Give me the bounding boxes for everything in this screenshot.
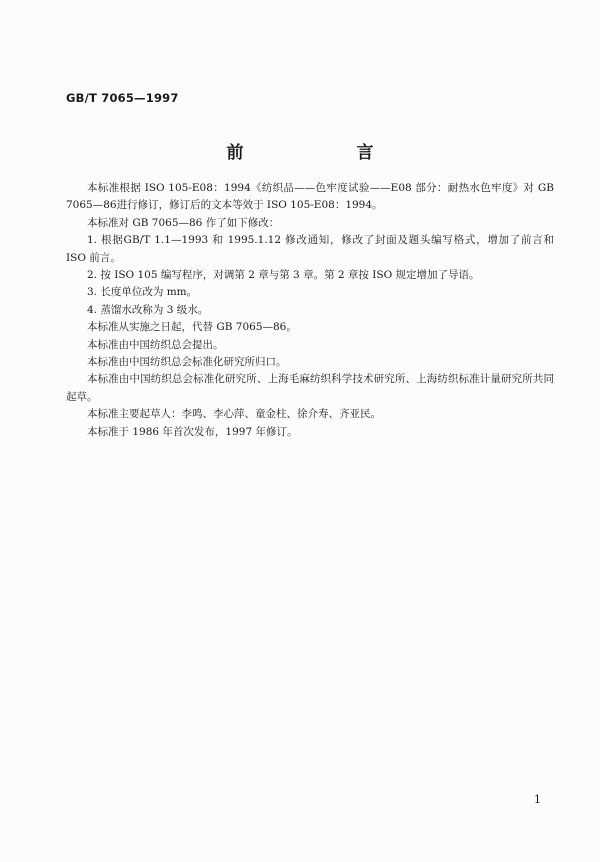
page-title: 前 言	[226, 143, 422, 163]
paragraph: 本标准根据 ISO 105-E08：1994《纺织品——色牢度试验——E08 部分：耐热水色牢度》对 GB 7065—86进行修订，修订后的文本等效于 ISO 105-E08：1994。	[66, 182, 554, 212]
paragraph: 2. 按 ISO 105 编写程序，对调第 2 章与第 3 章。第 2 章按 ISO 规定增加了导语。	[87, 269, 480, 282]
foreword-body	[66, 180, 554, 441]
paragraph: 4. 蒸馏水改称为 3 级水。	[87, 303, 209, 316]
paragraph: 本标准由中国纺织总会标准化研究所归口。	[87, 356, 287, 369]
paragraph: 3. 长度单位改为 mm。	[87, 286, 198, 299]
paragraph: 本标准于 1986 年首次发布，1997 年修订。	[87, 425, 298, 438]
paragraph: 本标准由中国纺织总会标准化研究所、上海毛麻纺织科学技术研究所、上海纺织标准计量研究所共同起草。	[66, 373, 554, 403]
paragraph: 1. 根据GB/T 1.1—1993 和 1995.1.12 修改通知，修改了封面及题头编写格式，增加了前言和 ISO 前言。	[66, 234, 554, 264]
standard-code: GB/T 7065—1997	[66, 91, 179, 105]
page-number: 1	[534, 793, 541, 806]
paragraph: 本标准从实施之日起，代替 GB 7065—86。	[87, 321, 297, 334]
paragraph: 本标准主要起草人：李鸣、李心萍、童金柱、徐介寿、齐亚民。	[87, 408, 381, 421]
paragraph: 本标准对 GB 7065—86 作了如下修改：	[87, 216, 280, 229]
paragraph: 本标准由中国纺织总会提出。	[87, 338, 224, 351]
